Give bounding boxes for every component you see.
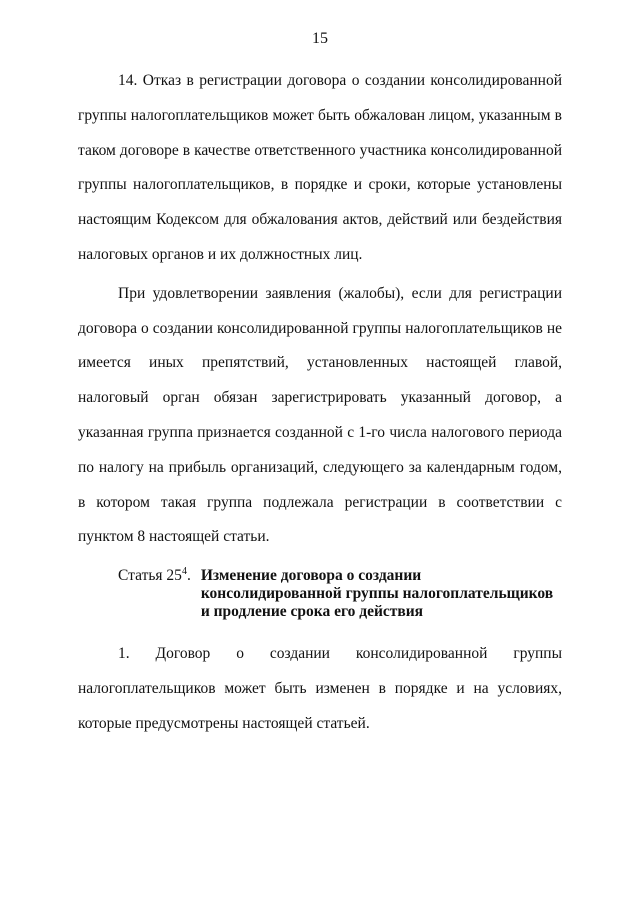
paragraph-refusal-appeal: 14. Отказ в регистрации договора о создании консолидированной группы налогоплательщиков может быть обжалован лицом, указанным в таком договоре в качестве ответственного участника консолидированной группы налогоплательщиков, в порядке и сроки, которые установлены настоящим Кодексом для обжалования актов, действий или бездействия налоговых органов и их должностных лиц.: [78, 72, 562, 263]
paragraph-contract-change: 1. Договор о создании консолидированной группы налогоплательщиков может быть изменен в порядке и на условиях, которые предусмотрены настоящей статьей.: [78, 645, 562, 732]
paragraph-complaint-satisfaction: При удовлетворении заявления (жалобы), если для регистрации договора о создании консолидированной группы налогоплательщиков не имеется иных препятствий, установленных настоящей главой, налоговый орган обязан зарегистрировать указанный договор, а указанная группа признается созданной с 1-го числа налогового периода по налогу на прибыль организаций, следующего за календарным годом, в котором такая группа подлежала регистрации в соответствии с пунктом 8 настоящей статьи.: [78, 284, 562, 546]
article-number-superscript: 4: [181, 566, 187, 577]
document-body: [78, 64, 562, 742]
article-title: Изменение договора о создании консолидированной группы налогоплательщиков и продление срока его действия: [200, 567, 554, 621]
page-number: 15: [312, 30, 328, 47]
article-heading: [118, 567, 562, 621]
article-number: Статья $25^4$.: [118, 566, 191, 585]
